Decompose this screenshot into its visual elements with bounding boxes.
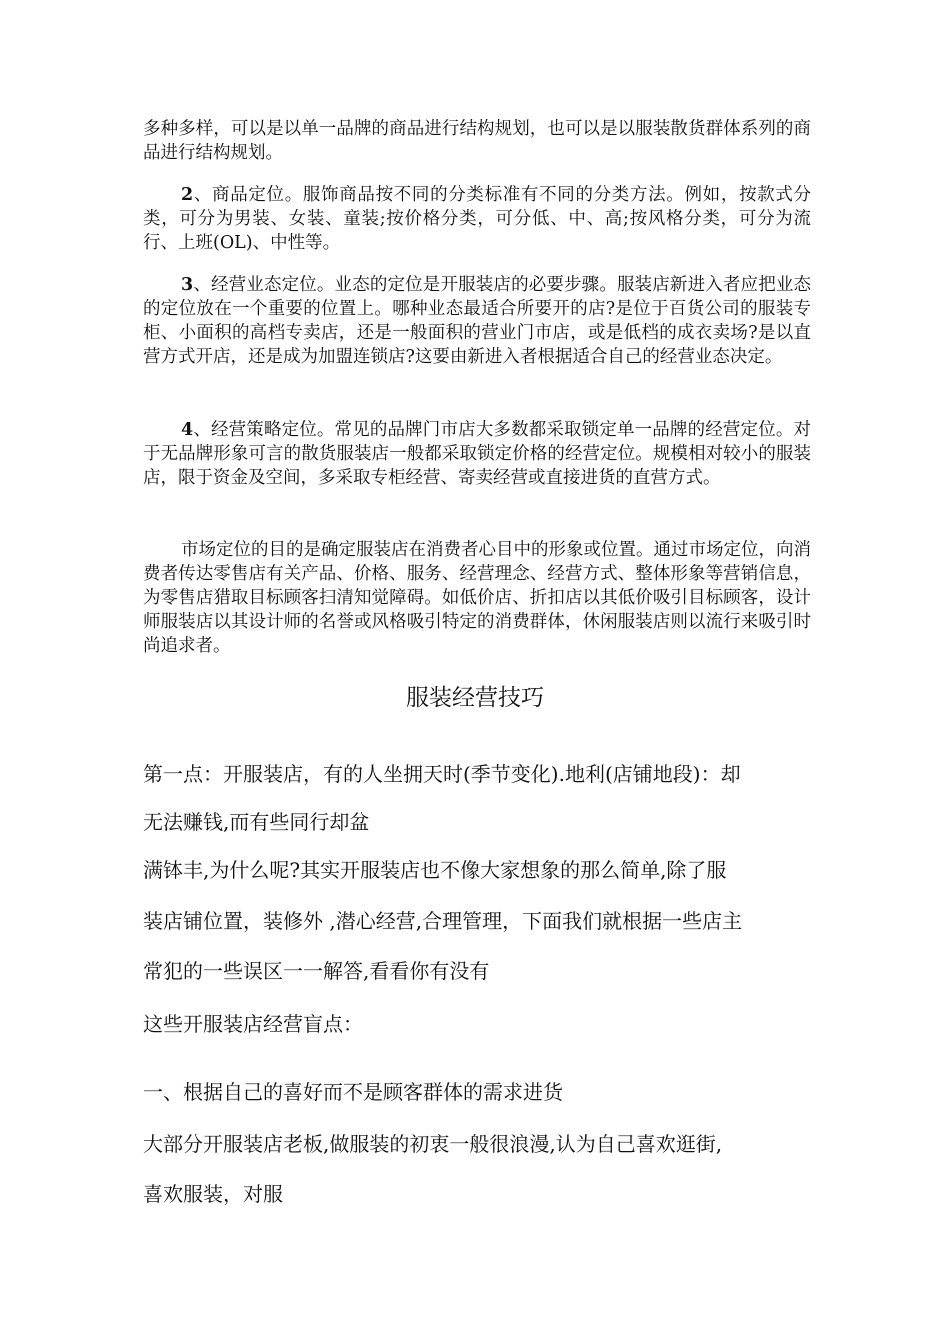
paragraph-structure-planning: 多种多样，可以是以单一品牌的商品进行结构规划，也可以是以服装散货群体系列的商品进行结构规划。 bbox=[143, 119, 811, 163]
text-line: 大部分开服装店老板,做服装的初衷一般很浪漫,认为自己喜欢逛街, bbox=[143, 1132, 723, 1156]
list-heading: 一、根据自己的喜好而不是顾客群体的需求进货 bbox=[143, 1080, 563, 1104]
text-line: 这些开服装店经营盲点： bbox=[143, 1012, 363, 1036]
paragraph-strategy-positioning bbox=[143, 418, 811, 490]
paragraph-business-format bbox=[143, 273, 811, 369]
text-line: 无法赚钱,而有些同行却盆 bbox=[143, 810, 370, 834]
item-number: 4 bbox=[181, 420, 194, 440]
item-number: 3 bbox=[181, 275, 194, 295]
item-number: 2 bbox=[181, 185, 194, 205]
text-line: 满钵丰,为什么呢?其实开服装店也不像大家想象的那么简单,除了服 bbox=[143, 858, 727, 882]
text-line: 第一点：开服装店，有的人坐拥天时(季节变化).地利(店铺地段)：却 bbox=[143, 762, 741, 786]
section-heading: 服装经营技巧 bbox=[406, 685, 544, 711]
paragraph-text: 、经营业态定位。业态的定位是开服装店的必要步骤。服装店新进入者应把业态的定位放在一个重要的位置上。哪种业态最适合所要开的店?是位于百货公司的服装专柜、小面积的高档专卖店，还是一般面积的营业门市店，或是低档的成衣卖场?是以直营方式开店，还是成为加盟连锁店?这要由新进入者根据适合自己的经营业态决定。 bbox=[143, 275, 811, 367]
paragraph-text: 、商品定位。服饰商品按不同的分类标准有不同的分类方法。例如，按款式分类，可分为男装、女装、童装;按价格分类，可分低、中、高;按风格分类，可分为流行、上班(OL)、中性等。 bbox=[143, 185, 811, 253]
text-line: 常犯的一些误区一一解答,看看你有没有 bbox=[143, 959, 490, 983]
paragraph-text: 、经营策略定位。常见的品牌门市店大多数都采取锁定单一品牌的经营定位。对于无品牌形象可言的散货服装店一般都采取锁定价格的经营定位。规模相对较小的服装店，限于资金及空间，多采取专柜经营、寄卖经营或直接进货的直营方式。 bbox=[143, 420, 811, 488]
paragraph-market-positioning: 市场定位的目的是确定服装店在消费者心目中的形象或位置。通过市场定位，向消费者传达零售店有关产品、价格、服务、经营理念、经营方式、整体形象等营销信息，为零售店猎取目标顾客扫清知觉障碍。如低价店、折扣店以其低价吸引目标顾客，设计师服装店以其设计师的名誉或风格吸引特定的消费群体，休闲服装店则以流行来吸引时尚追求者。 bbox=[143, 540, 811, 656]
text-line: 喜欢服装，对服 bbox=[143, 1182, 283, 1206]
text-line: 装店铺位置，装修外 ,潜心经营,合理管理，下面我们就根据一些店主 bbox=[143, 909, 743, 933]
paragraph-product-positioning bbox=[143, 183, 811, 255]
